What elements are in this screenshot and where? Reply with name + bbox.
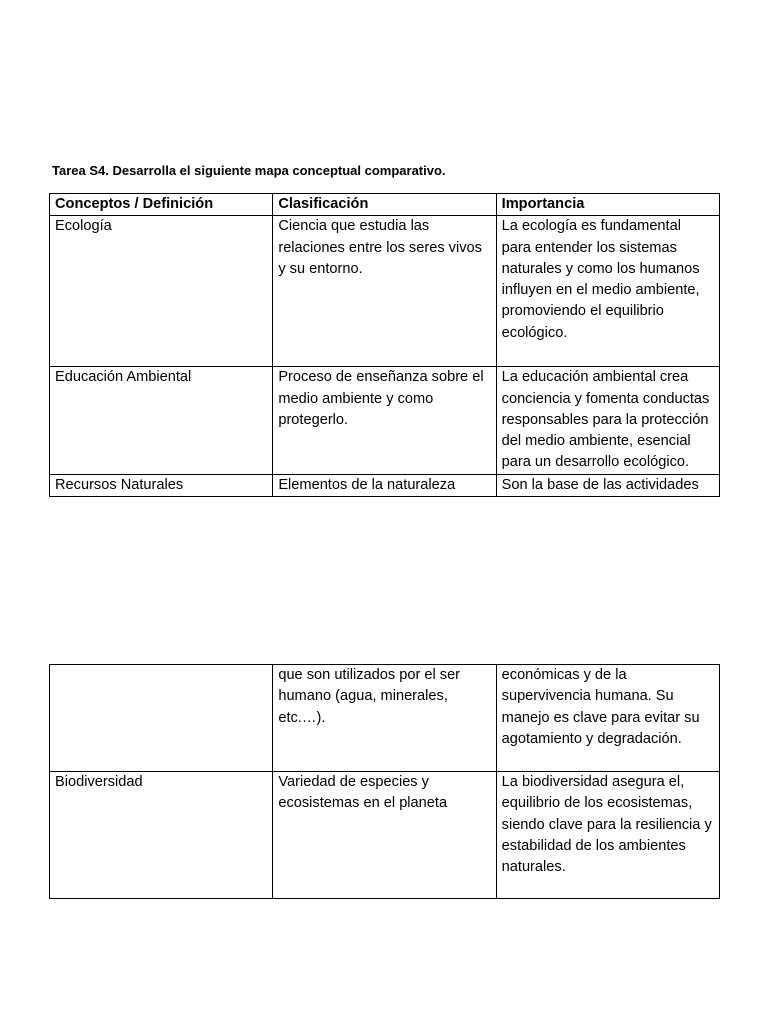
- cell-importancia: económicas y de la supervivencia humana. Su manejo es clave para evitar su agotamiento y degradación.: [496, 665, 719, 772]
- concept-map-table-continued: [49, 664, 720, 899]
- header-importancia: Importancia: [496, 194, 719, 216]
- cell-concepto: Biodiversidad: [50, 772, 273, 899]
- cell-concepto: Ecología: [50, 216, 273, 367]
- cell-importancia: La ecología es fundamental para entender los sistemas naturales y como los humanos influyen en el medio ambiente, promoviendo el equilibrio ecológico.: [496, 216, 719, 367]
- cell-importancia: Son la base de las actividades: [496, 474, 719, 496]
- cell-clasificacion: Elementos de la naturaleza: [273, 474, 496, 496]
- header-conceptos: Conceptos / Definición: [50, 194, 273, 216]
- concept-map-table: [49, 193, 720, 497]
- cell-clasificacion: que son utilizados por el ser humano (agua, minerales, etc.…).: [273, 665, 496, 772]
- table-row: [50, 665, 720, 772]
- table-row: [50, 216, 720, 367]
- cell-concepto: [50, 665, 273, 772]
- cell-clasificacion: Variedad de especies y ecosistemas en el planeta: [273, 772, 496, 899]
- cell-concepto: Recursos Naturales: [50, 474, 273, 496]
- cell-importancia: La biodiversidad asegura el, equilibrio de los ecosistemas, siendo clave para la resiliencia y estabilidad de los ambientes naturales.: [496, 772, 719, 899]
- table-header-row: [50, 194, 720, 216]
- header-clasificacion: Clasificación: [273, 194, 496, 216]
- cell-importancia: La educación ambiental crea conciencia y fomenta conductas responsables para la protección del medio ambiente, esencial para un desarrollo ecológico.: [496, 367, 719, 474]
- table-row: [50, 474, 720, 496]
- table-row: [50, 367, 720, 474]
- cell-clasificacion: Ciencia que estudia las relaciones entre los seres vivos y su entorno.: [273, 216, 496, 367]
- table-row: [50, 772, 720, 899]
- cell-clasificacion: Proceso de enseñanza sobre el medio ambiente y como protegerlo.: [273, 367, 496, 474]
- document-title: Tarea S4. Desarrolla el siguiente mapa conceptual comparativo.: [52, 163, 446, 178]
- cell-concepto: Educación Ambiental: [50, 367, 273, 474]
